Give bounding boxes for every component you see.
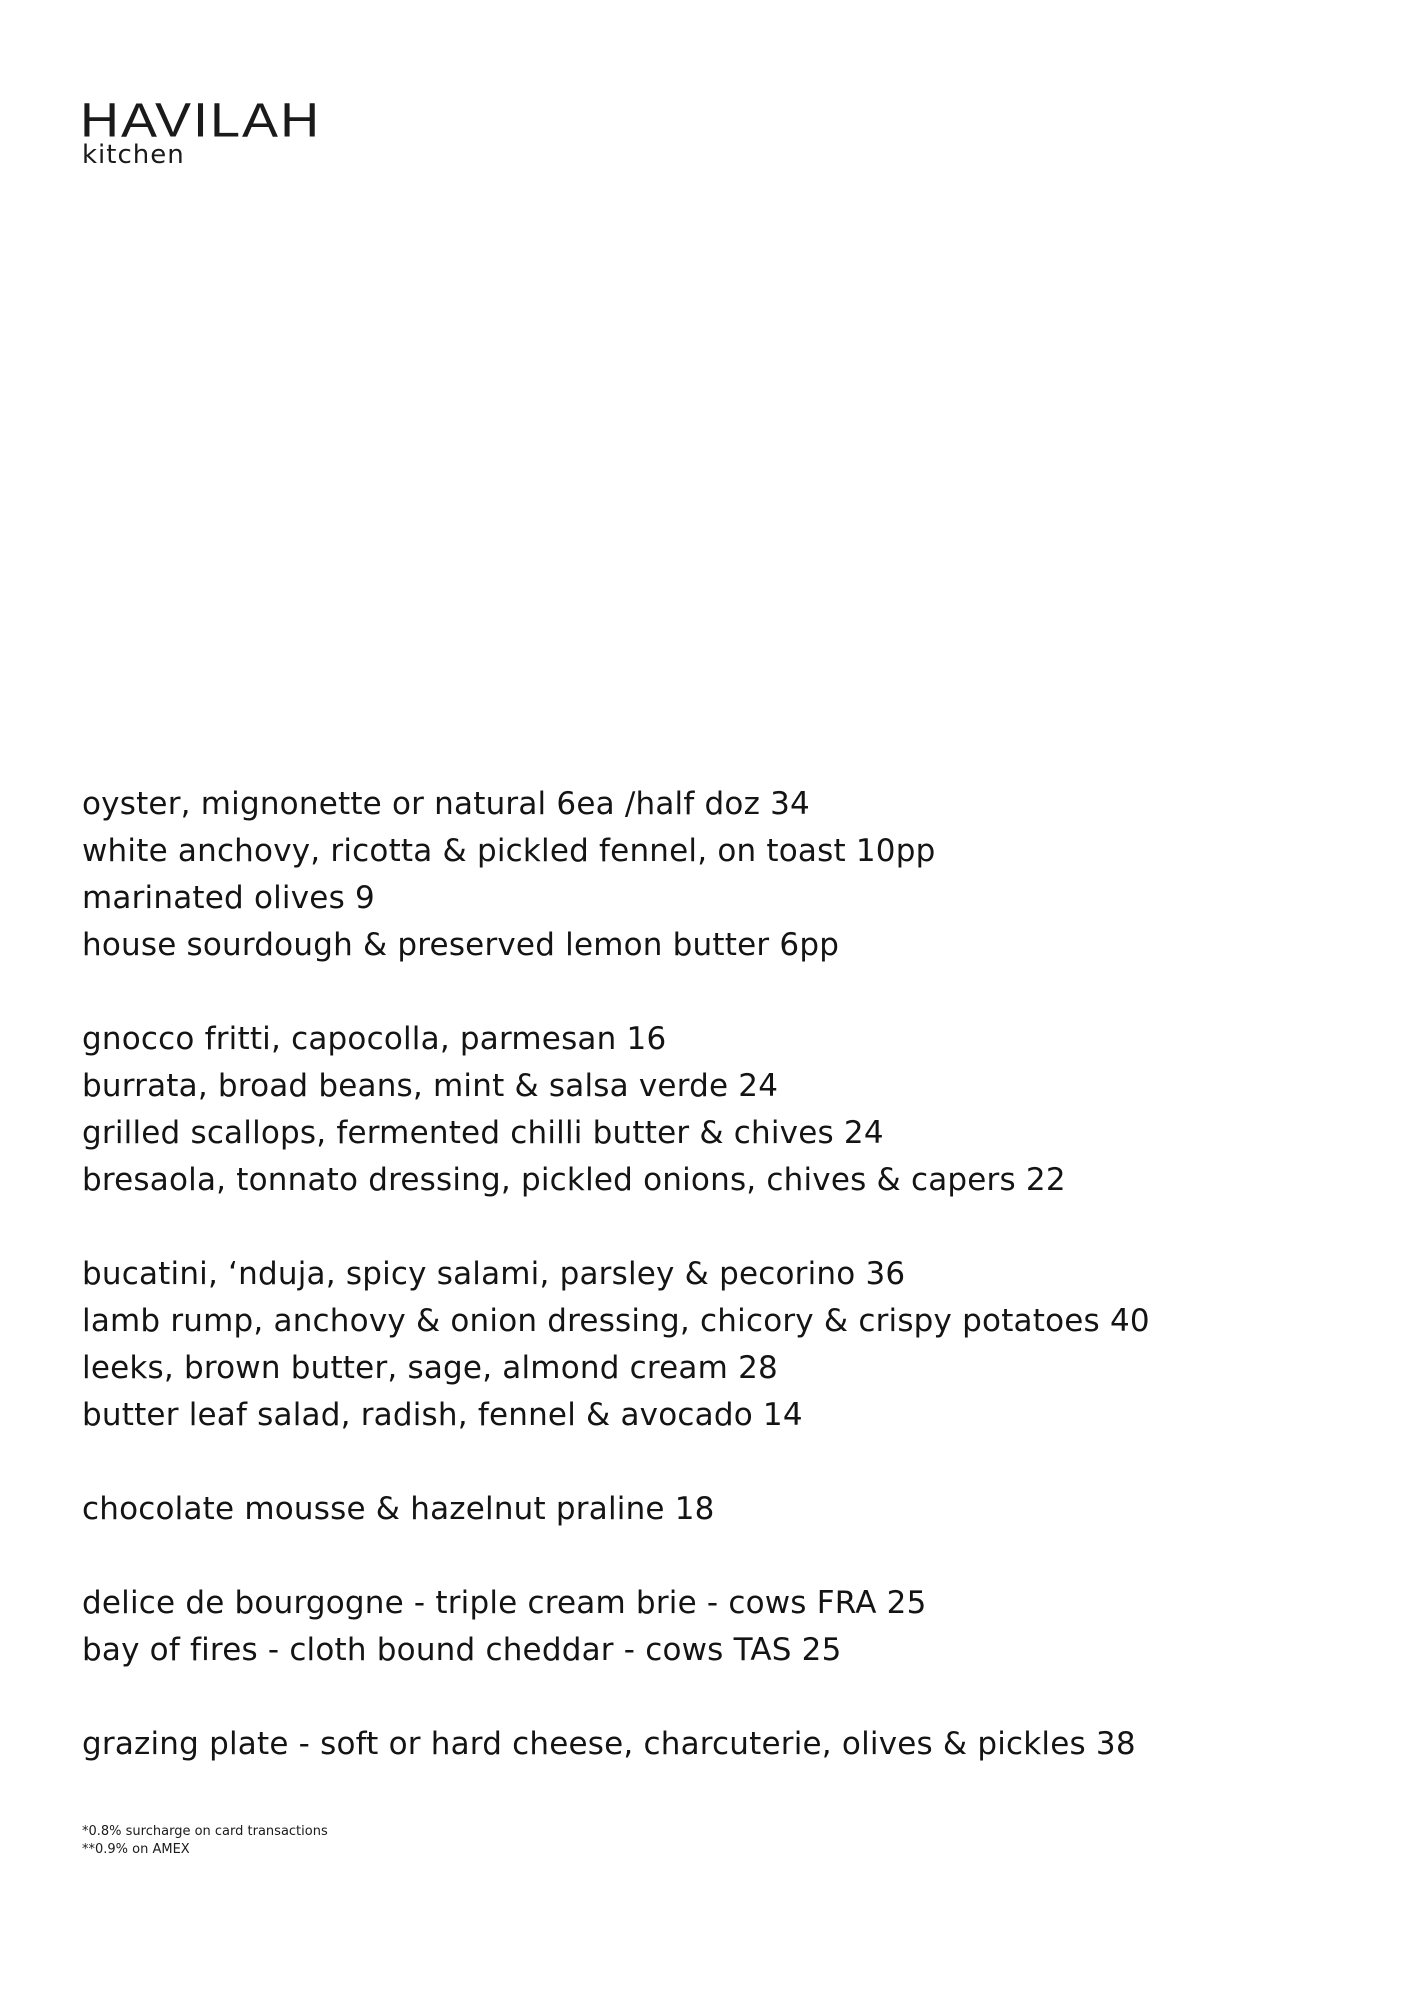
menu-item: house sourdough & preserved lemon butter 6pp xyxy=(82,927,840,963)
menu-section-mains xyxy=(82,1251,1342,1439)
menu-item: grilled scallops, fermented chilli butter & chives 24 xyxy=(82,1115,884,1151)
menu-section-small-plates xyxy=(82,1016,1342,1204)
menu-item: bucatini, ‘nduja, spicy salami, parsley & pecorino 36 xyxy=(82,1256,906,1292)
menu-item: lamb rump, anchovy & onion dressing, chicory & crispy potatoes 40 xyxy=(82,1303,1150,1339)
footnotes xyxy=(82,1823,328,1859)
menu-item: leeks, brown butter, sage, almond cream 28 xyxy=(82,1350,778,1386)
menu-item: bresaola, tonnato dressing, pickled onions, chives & capers 22 xyxy=(82,1162,1066,1198)
menu-item: marinated olives 9 xyxy=(82,880,375,916)
brand-logo xyxy=(80,93,340,176)
menu-list xyxy=(82,781,1342,1815)
menu-item: butter leaf salad, radish, fennel & avocado 14 xyxy=(82,1397,803,1433)
menu-section-grazing xyxy=(82,1721,1342,1768)
menu-section-dessert xyxy=(82,1486,1342,1533)
menu-section-cheese xyxy=(82,1580,1342,1674)
menu-item: gnocco fritti, capocolla, parmesan 16 xyxy=(82,1021,667,1057)
footnote-amex-surcharge: **0.9% on AMEX xyxy=(82,1842,190,1857)
footnote-card-surcharge: *0.8% surcharge on card transactions xyxy=(82,1824,328,1839)
menu-item: white anchovy, ricotta & pickled fennel, on toast 10pp xyxy=(82,833,936,869)
menu-item: delice de bourgogne - triple cream brie - cows FRA 25 xyxy=(82,1585,927,1621)
brand-subtitle: kitchen xyxy=(82,140,185,170)
menu-section-raw-bar xyxy=(82,781,1342,969)
brand-name: HAVILAH xyxy=(80,93,322,148)
menu-item: chocolate mousse & hazelnut praline 18 xyxy=(82,1491,715,1527)
menu-item: burrata, broad beans, mint & salsa verde 24 xyxy=(82,1068,779,1104)
menu-item: grazing plate - soft or hard cheese, charcuterie, olives & pickles 38 xyxy=(82,1726,1136,1762)
menu-item: oyster, mignonette or natural 6ea /half doz 34 xyxy=(82,786,810,822)
menu-item: bay of fires - cloth bound cheddar - cows TAS 25 xyxy=(82,1632,842,1668)
